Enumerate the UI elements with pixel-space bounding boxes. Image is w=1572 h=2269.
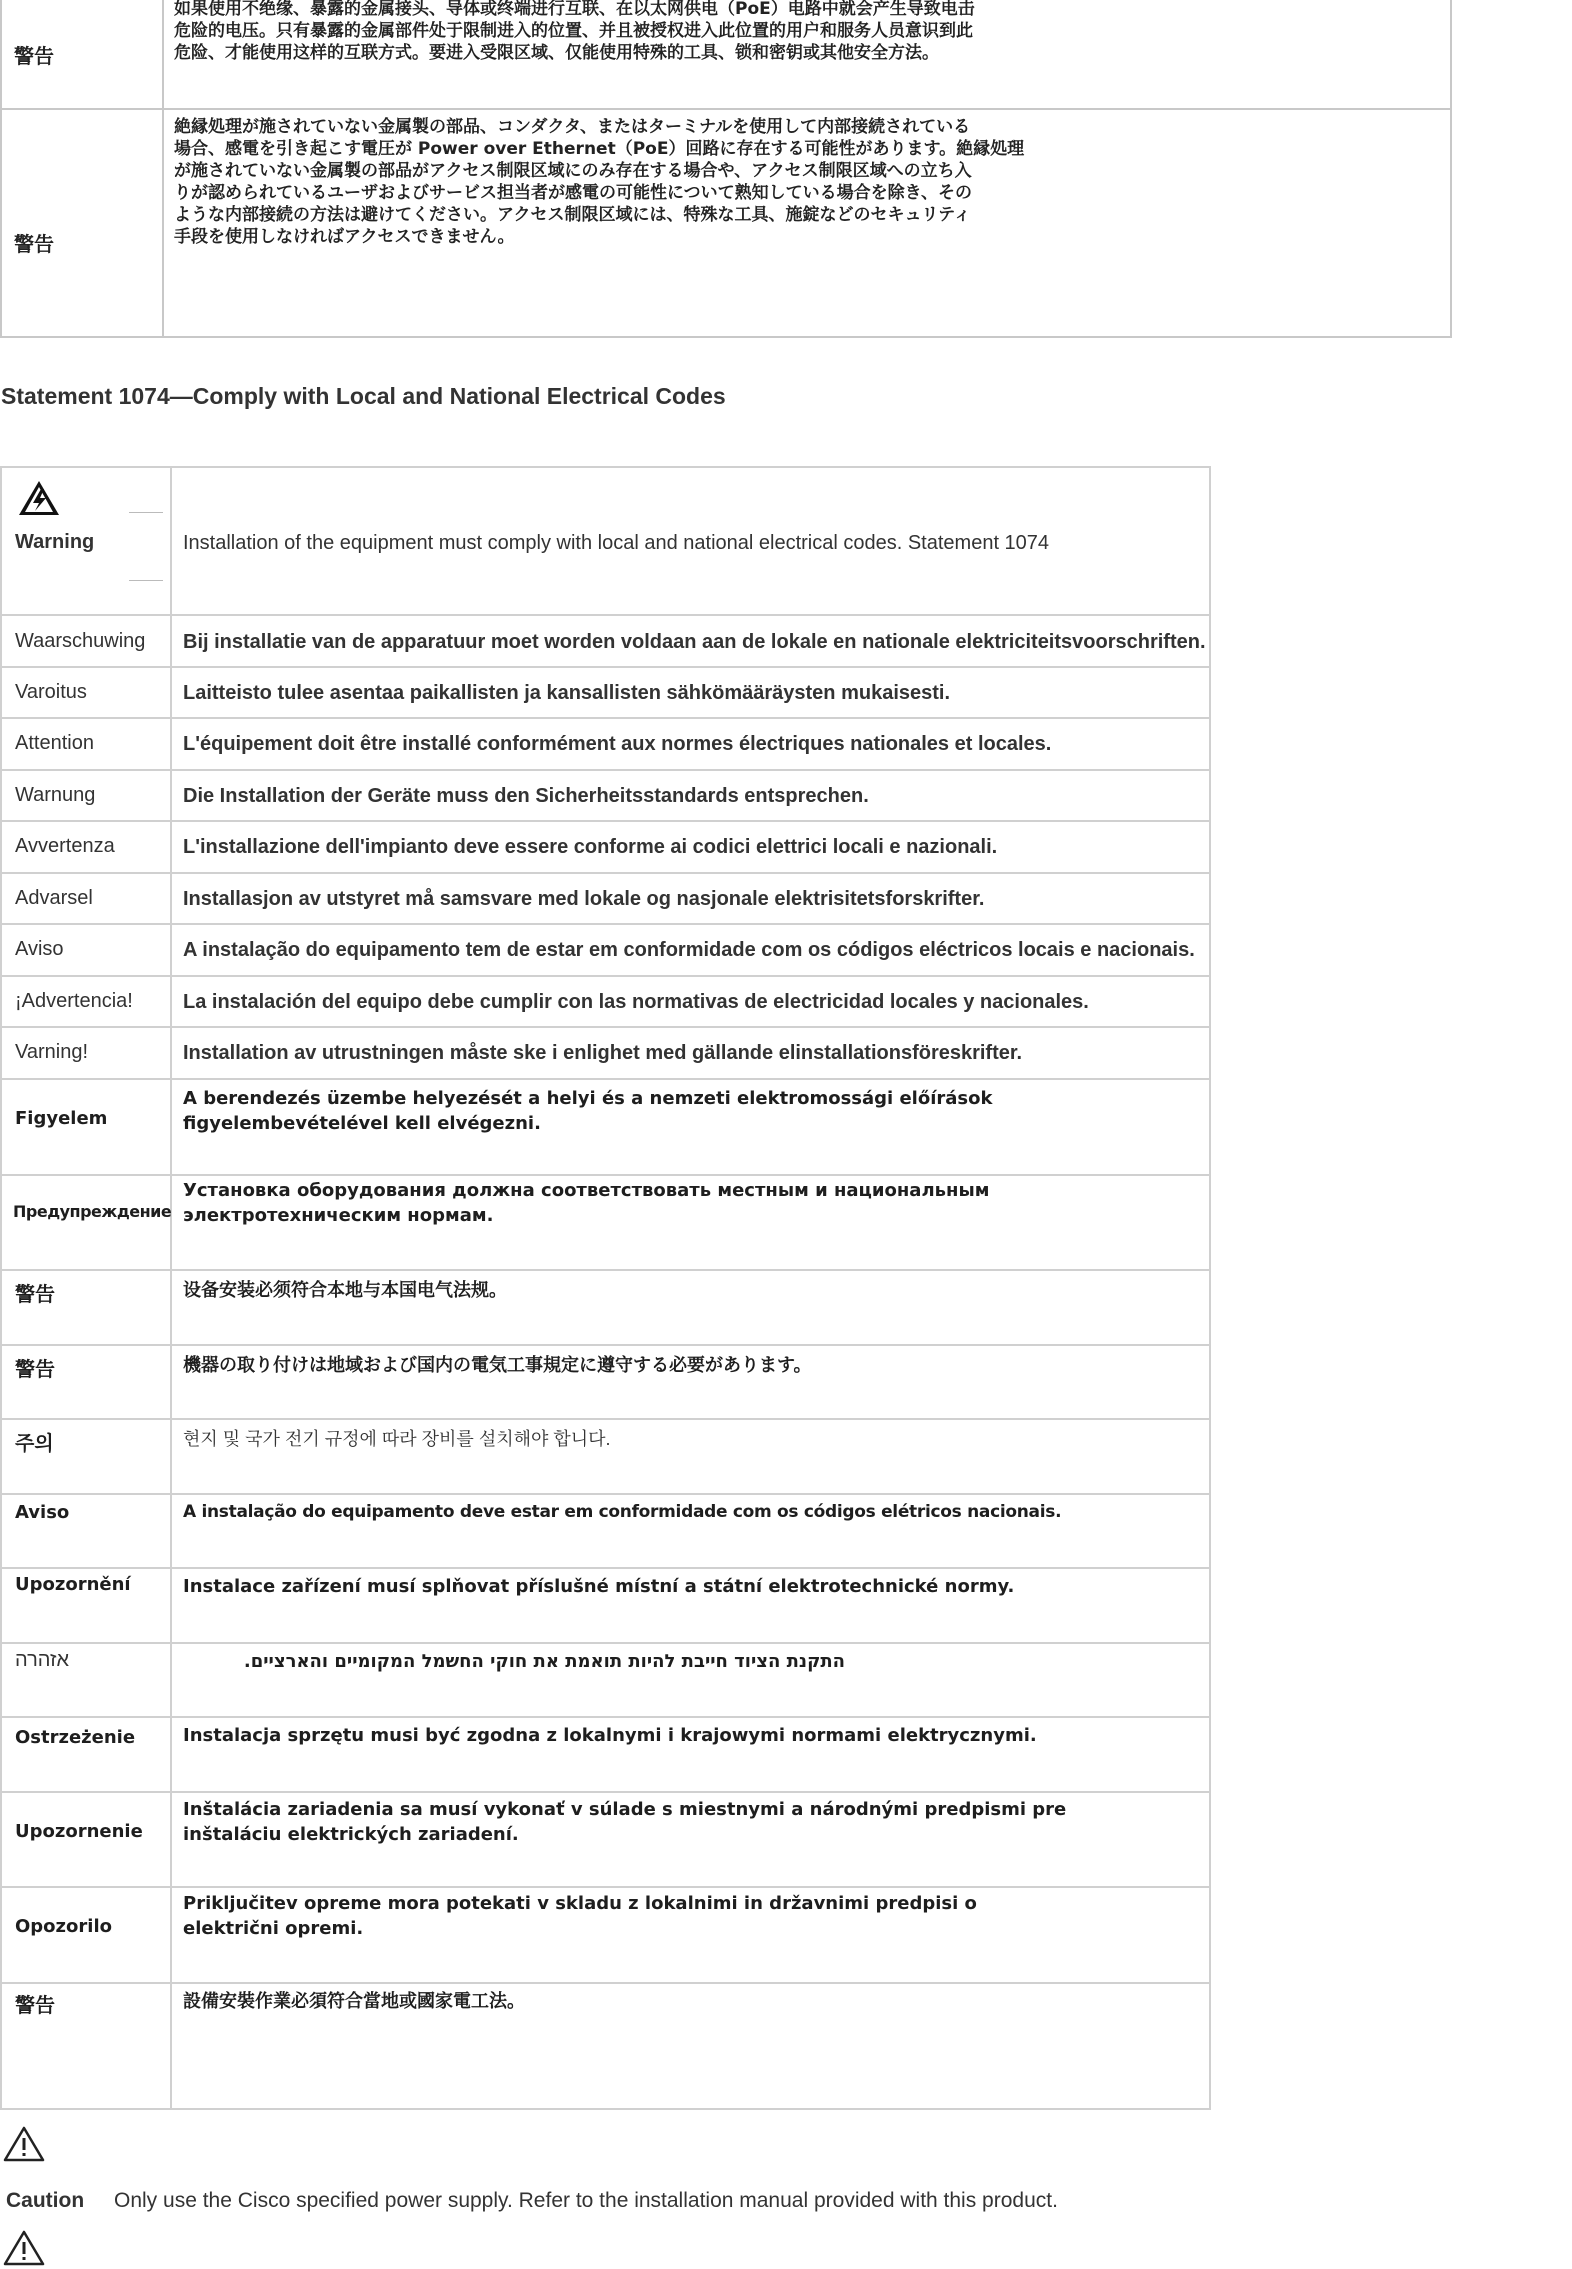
- row-label: Varoitus: [15, 681, 87, 703]
- row-label: Avvertenza: [15, 835, 115, 857]
- row-text: Bij installatie van de apparatuur moet worden voldaan aan de lokale en nationale elektriciteitsvoorschriften.: [183, 631, 1206, 653]
- text-line: электротехническим нормам.: [183, 1205, 494, 1226]
- text-line: が施されていない金属製の部品がアクセス制限区域にのみ存在する場合や、アクセス制限区域への立ち入: [174, 161, 972, 181]
- row-label: 警告: [15, 1993, 55, 2017]
- row-text: Installation av utrustningen måste ske i enlighet med gällande elinstallationsföreskrifter.: [183, 1042, 1023, 1064]
- row-text: התקנת הציוד חייבת להיות תואמת את חוקי החשמל המקומיים והארציים.: [243, 1651, 845, 1672]
- text-line: りが認められているユーザおよびサービス担当者が感電の可能性について熟知している場合を除き、その: [174, 183, 972, 203]
- table-row: [2, 616, 1209, 668]
- text-line: 絶縁処理が施されていない金属製の部品、コンダクタ、またはターミナルを使用して内部接続されている: [174, 117, 971, 137]
- statement-title: Statement 1074—Comply with Local and National Electrical Codes: [1, 383, 726, 409]
- table-row: [2, 0, 1450, 110]
- text-line: 場合、感電を引き起こす電圧が Power over Ethernet（PoE）回路に存在する可能性があります。絶縁処理: [174, 139, 1025, 159]
- row-label: Upozornenie: [15, 1821, 143, 1842]
- label-cell: [2, 874, 172, 923]
- label-cell: [2, 1495, 172, 1567]
- table-row: [2, 1569, 1209, 1644]
- row-text: [174, 116, 1024, 248]
- row-label: Aviso: [15, 1502, 70, 1523]
- row-text: 設備安裝作業必須符合當地或國家電工法。: [183, 1991, 525, 2012]
- row-label: 주의: [15, 1431, 54, 1455]
- label-cell: [2, 0, 164, 108]
- table-row: [2, 1718, 1209, 1793]
- table-row: [2, 925, 1209, 977]
- label-cell: [2, 719, 172, 769]
- row-label: Advarsel: [15, 887, 93, 909]
- table-row: [2, 822, 1209, 874]
- text-line: ような内部接続の方法は避けてください。アクセス制限区域には、特殊な工具、施錠などのセキュリティ: [174, 205, 971, 225]
- row-text: [183, 1797, 1066, 1847]
- row-text: La instalación del equipo debe cumplir con las normativas de electricidad locales y nacionales.: [183, 991, 1089, 1013]
- row-text: Installasjon av utstyret må samsvare med lokale og nasjonale elektrisitetsforskrifter.: [183, 888, 985, 910]
- label-cell: [2, 1718, 172, 1791]
- label-cell: [2, 1271, 172, 1344]
- label-cell: [2, 977, 172, 1026]
- row-text: 设备安装必须符合本地与本国电气法规。: [183, 1280, 507, 1301]
- row-text: [183, 1891, 977, 1941]
- text-line: 危险的电压。只有暴露的金属部件处于限制进入的位置、并且被授权进入此位置的用户和服务人员意识到此: [174, 21, 973, 41]
- warning-triangle-icon: [18, 480, 60, 516]
- row-text: L'installazione dell'impianto deve essere conforme ai codici elettrici locali e nazionali.: [183, 836, 998, 858]
- row-text: L'équipement doit être installé conformément aux normes électriques nationales et locales.: [183, 733, 1052, 755]
- table-row: [2, 874, 1209, 925]
- label-cell: [2, 1176, 172, 1269]
- row-label: Warnung: [15, 784, 96, 806]
- table-row: [2, 1420, 1209, 1495]
- caution-triangle-icon: [3, 2230, 45, 2266]
- text-line: A berendezés üzembe helyezését a helyi és a nemzeti elektromossági előírások: [183, 1088, 993, 1109]
- text-line: Установка оборудования должна соответствовать местным и национальным: [183, 1180, 990, 1201]
- label-cell: [2, 1569, 172, 1642]
- table-row: [2, 771, 1209, 822]
- row-text: Die Installation der Geräte muss den Sicherheitsstandards entsprechen.: [183, 785, 869, 807]
- text-line: Inštalácia zariadenia sa musí vykonať v súlade s miestnymi a národnými predpismi pre: [183, 1799, 1067, 1820]
- caution-text: Only use the Cisco specified power supply. Refer to the installation manual provided with this product.: [114, 2189, 1058, 2212]
- caution-label: Caution: [6, 2189, 85, 2212]
- text-line: Priključitev opreme mora potekati v skladu z lokalnimi in državnimi predpisi o: [183, 1893, 977, 1914]
- text-line: inštaláciu elektrických zariadení.: [183, 1824, 519, 1845]
- row-label: Figyelem: [15, 1108, 108, 1129]
- label-cell: [2, 1420, 172, 1493]
- caution-triangle-icon: [3, 2126, 45, 2162]
- row-label: Opozorilo: [15, 1916, 112, 1937]
- row-text: 현지 및 국가 전기 규정에 따라 장비를 설치해야 합니다.: [183, 1429, 611, 1449]
- row-text: Instalace zařízení musí splňovat příslušné místní a státní elektrotechnické normy.: [183, 1576, 1015, 1597]
- warning-text: Installation of the equipment must comply with local and national electrical codes. Statement 1074: [183, 532, 1050, 554]
- label-cell: [2, 822, 172, 872]
- text-line: 危险、才能使用这样的互联方式。要进入受限区域、仅能使用特殊的工具、锁和密钥或其他安全方法。: [174, 43, 939, 63]
- row-label: Ostrzeżenie: [15, 1727, 136, 1748]
- row-label: אזהרה: [15, 1649, 70, 1671]
- row-label: Aviso: [15, 938, 64, 960]
- row-label: ¡Advertencia!: [15, 990, 133, 1012]
- table-row: [2, 719, 1209, 771]
- table-row: [2, 1271, 1209, 1346]
- table-row: [2, 1495, 1209, 1569]
- table-row: [2, 1793, 1209, 1888]
- table-row: [2, 1176, 1209, 1271]
- label-cell: [2, 1984, 172, 2108]
- row-text: A instalação do equipamento tem de estar em conformidade com os códigos eléctricos locais e nacionais.: [183, 939, 1195, 961]
- label-cell: [2, 468, 172, 614]
- row-text: Instalacja sprzętu musi być zgodna z lokalnymi i krajowymi normami elektrycznymi.: [183, 1725, 1037, 1746]
- label-cell: [2, 1644, 172, 1716]
- row-text: [183, 1178, 989, 1228]
- table-row: [2, 1644, 1209, 1718]
- row-label: 警告: [14, 232, 54, 256]
- table-row: [2, 668, 1209, 719]
- row-label: 警告: [14, 44, 54, 68]
- label-cell: [2, 110, 164, 336]
- row-text: 機器の取り付けは地域および国内の電気工事規定に遵守する必要があります。: [183, 1355, 812, 1376]
- label-cell: [2, 771, 172, 820]
- label-cell: [2, 616, 172, 666]
- text-line: električni opremi.: [183, 1918, 364, 1939]
- row-label: Attention: [15, 732, 94, 754]
- label-cell: [2, 668, 172, 717]
- table-row: [2, 110, 1450, 338]
- row-label: 警告: [15, 1357, 55, 1381]
- label-cell: [2, 1346, 172, 1418]
- row-label: Upozornění: [15, 1574, 131, 1595]
- table-row: [2, 1346, 1209, 1420]
- label-cell: [2, 925, 172, 975]
- text-line: figyelembevételével kell elvégezni.: [183, 1113, 541, 1134]
- label-cell: [2, 1028, 172, 1078]
- label-cell: [2, 1080, 172, 1174]
- divider: [129, 580, 163, 581]
- table-row: [2, 977, 1209, 1028]
- warning-row: [2, 468, 1209, 616]
- label-cell: [2, 1793, 172, 1886]
- label-cell: [2, 1888, 172, 1982]
- statement-table: [0, 466, 1211, 2110]
- previous-statement-table: [0, 0, 1452, 338]
- row-text: [183, 1086, 992, 1136]
- text-line: 如果使用不绝缘、暴露的金属接头、导体或终端进行互联、在以太网供电（PoE）电路中就会产生导致电击: [174, 0, 975, 19]
- row-text: A instalação do equipamento deve estar em conformidade com os códigos elétricos nacionais.: [183, 1502, 1062, 1522]
- divider: [129, 512, 163, 513]
- row-label: Waarschuwing: [15, 630, 146, 652]
- text-line: 手段を使用しなければアクセスできません。: [174, 227, 515, 247]
- row-label: Предупреждение: [13, 1202, 172, 1221]
- row-label: 警告: [15, 1282, 55, 1306]
- table-row: [2, 1984, 1209, 2108]
- table-row: [2, 1888, 1209, 1984]
- table-row: [2, 1028, 1209, 1080]
- row-text: Laitteisto tulee asentaa paikallisten ja kansallisten sähkömääräysten mukaisesti.: [183, 682, 951, 704]
- table-row: [2, 1080, 1209, 1176]
- row-label: Varning!: [15, 1041, 89, 1063]
- row-text: [174, 0, 975, 64]
- warning-label: Warning: [15, 531, 95, 553]
